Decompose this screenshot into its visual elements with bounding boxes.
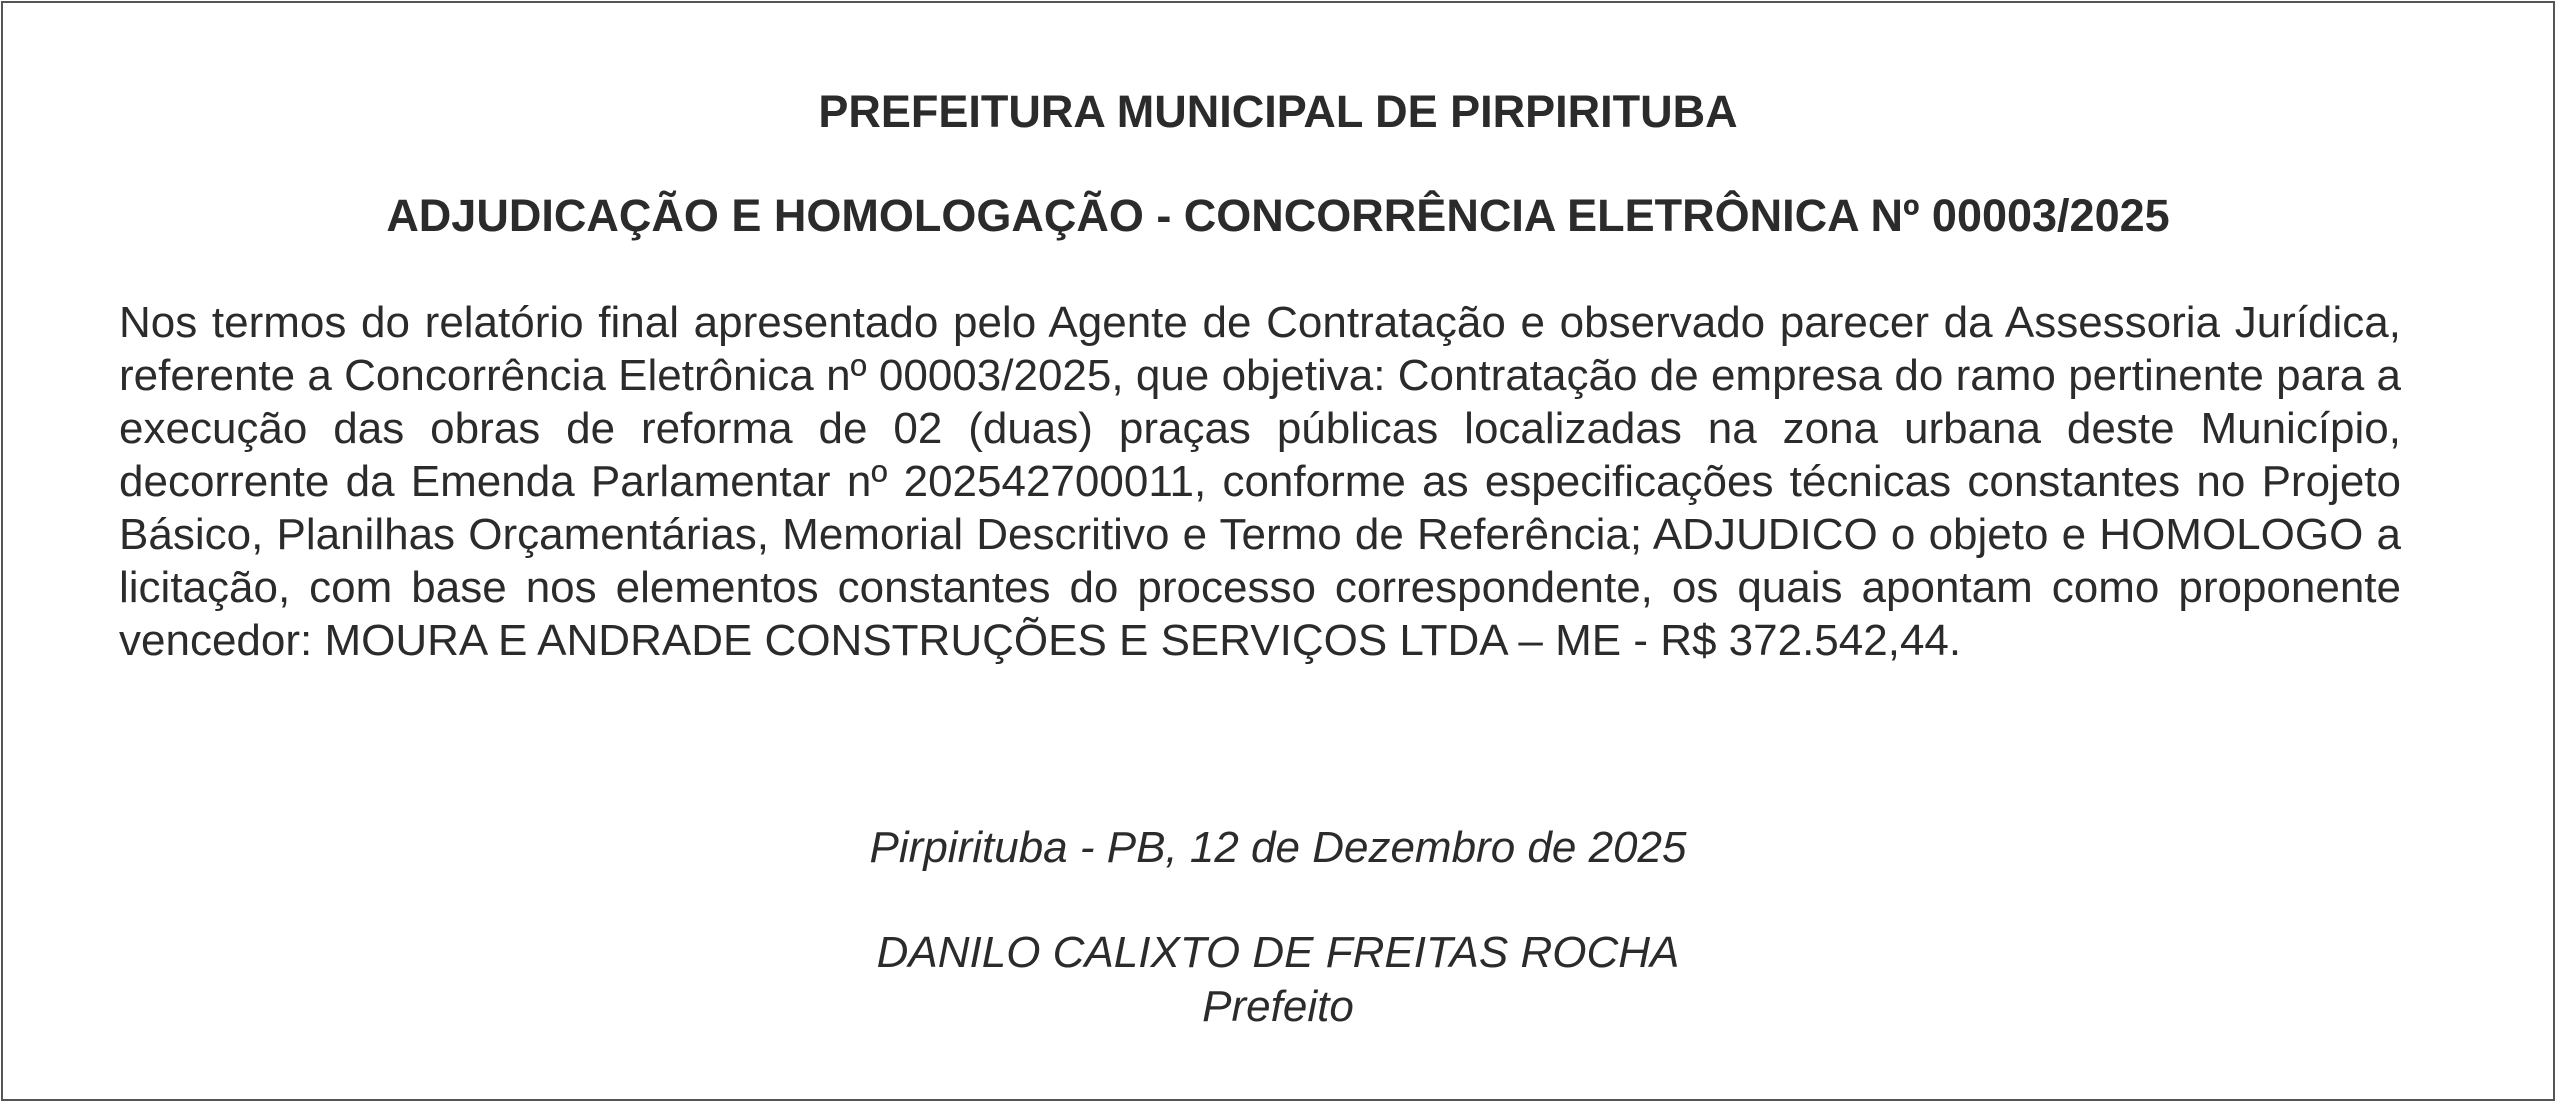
document-subject: ADJUDICAÇÃO E HOMOLOGAÇÃO - CONCORRÊNCIA ELETRÔNICA Nº 00003/2025	[386, 190, 2170, 241]
signer-title: Prefeito	[1202, 982, 1354, 1031]
document-frame	[1, 1, 2555, 1101]
place-date: Pirpirituba - PB, 12 de Dezembro de 2025	[869, 823, 1687, 872]
organization-heading: PREFEITURA MUNICIPAL DE PIRPIRITUBA	[818, 86, 1738, 137]
document-body: Nos termos do relatório final apresentado pelo Agente de Contratação e observado parecer da Assessoria Jurídica, referente a Concorrência Eletrônica nº 00003/2025, que objetiva: Contratação de empresa do ramo pertinente para a execução das obras de reforma de 02 (duas) praças públicas localizadas na zona urbana deste Município, decorrente da Emenda Parlamentar nº 202542700011, conforme as especificações técnicas constantes no Projeto Básico, Planilhas Orçamentárias, Memorial Descritivo e Termo de Referência; ADJUDICO o objeto e HOMOLOGO a licitação, com base nos elementos constantes do processo correspondente, os quais apontam como proponente vencedor: MOURA E ANDRADE CONSTRUÇÕES E SERVIÇOS LTDA – ME - R$ 372.542,44.	[119, 298, 2401, 665]
signer-name: DANILO CALIXTO DE FREITAS ROCHA	[876, 928, 1680, 977]
